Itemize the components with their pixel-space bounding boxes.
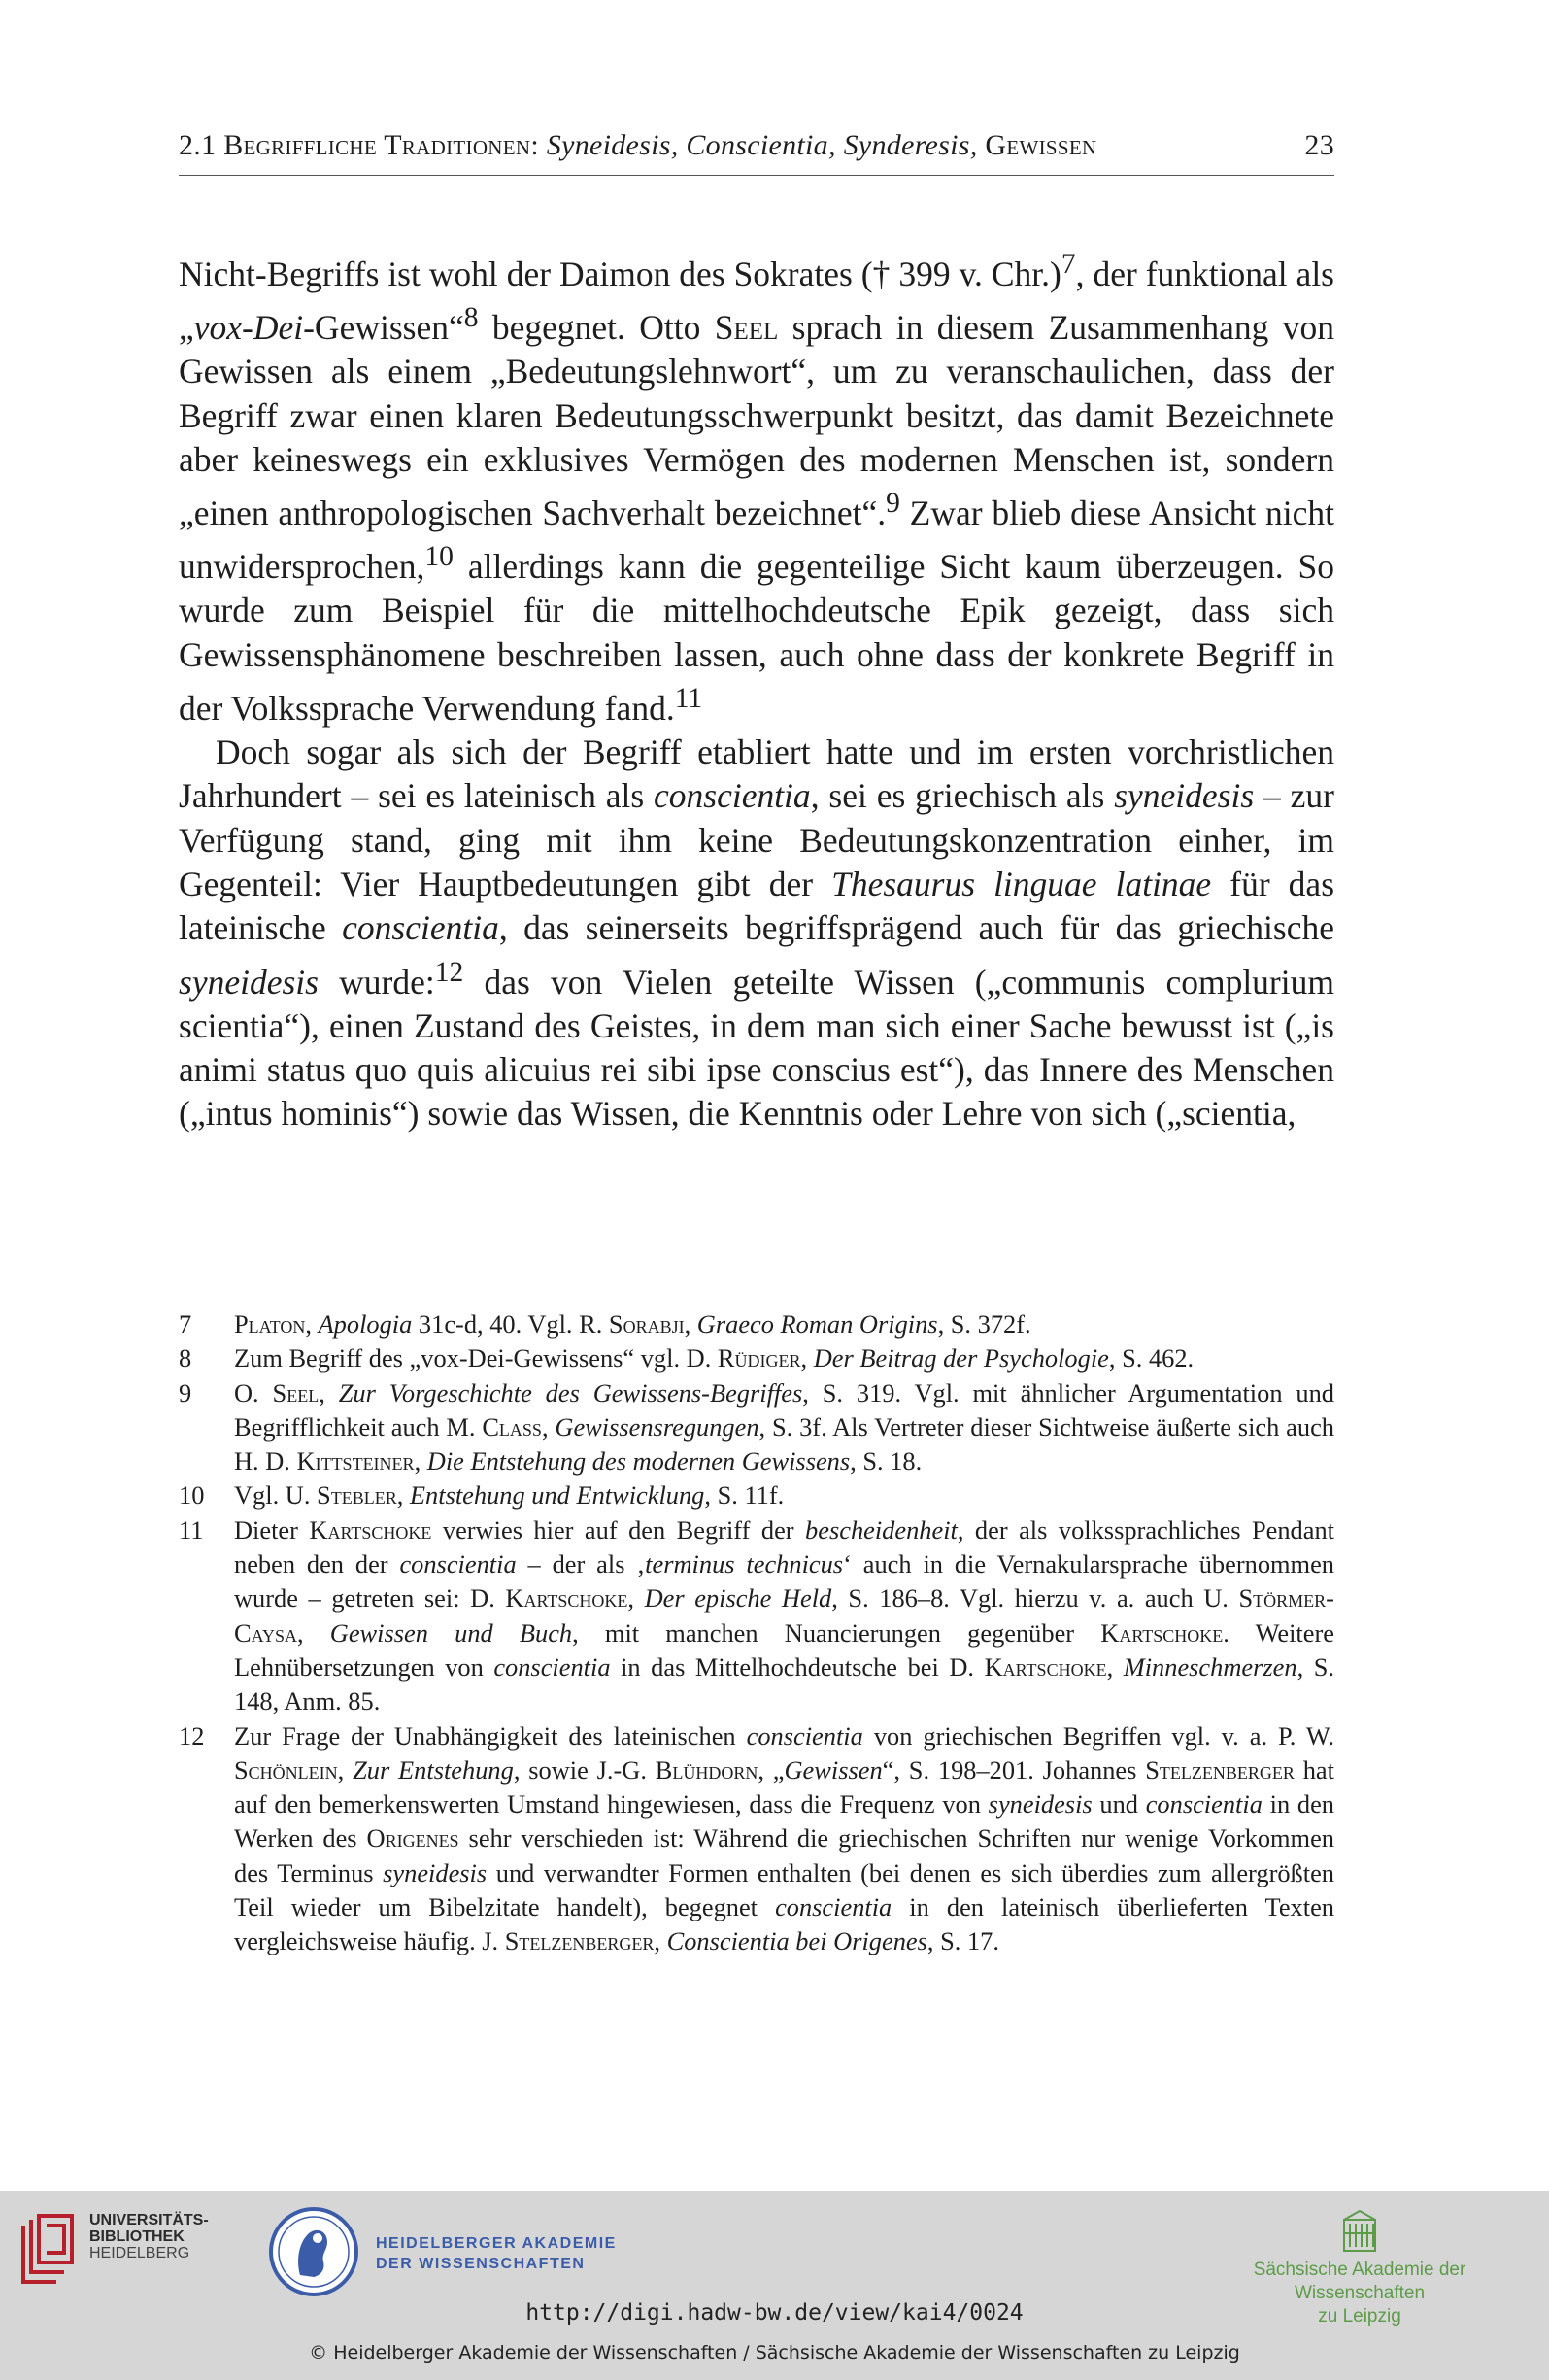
footnote — [179, 1308, 1334, 1342]
text-run: für das lateinische — [179, 865, 1335, 948]
footnote-number: 10 — [179, 1480, 205, 1511]
footnote-ref: 7 — [1061, 249, 1076, 280]
section-label-italic: Syneidesis, Conscientia, Synderesis, — [546, 129, 978, 161]
section-label-tail: Gewissen — [977, 129, 1097, 161]
text-run: Doch sogar als sich der Begriff etabliert hatte und im ersten vorchristlichen Jahrhundert – sei es lateinisch als — [179, 732, 1334, 816]
footnote-number: 7 — [179, 1309, 192, 1339]
ub-heidelberg-logo[interactable] — [17, 2212, 209, 2292]
italic-run: Thesaurus linguae latinae — [831, 865, 1212, 903]
footnotes — [179, 1308, 1334, 1959]
italic-run: syneidesis — [179, 962, 319, 1002]
text-run: das von Vielen geteilte Wissen („communis complurium scientia“), einen Zustand des Geistes, in dem man sich einer Sache bewusst ist („is animi status quo quis alicuius rei sibi ipse conscius est“), das Innere des Menschen („intus hominis“) sowie das Wissen, die Kenntnis oder Lehre von sich („scientia, — [179, 962, 1334, 1134]
footnote-ref: 11 — [674, 682, 703, 714]
footnote-text: Platon, Apologia 31c-d, 40. Vgl. R. Sorabji, Graeco Roman Origins, S. 372f. — [234, 1309, 1031, 1339]
italic-run: conscientia — [654, 776, 811, 816]
section-label: 2.1 Begriffliche Traditionen: — [179, 129, 547, 161]
saw-line: Sächsische Akademie der Wissenschaften — [1253, 2260, 1466, 2303]
text-run: , sei es griechisch als — [810, 776, 1115, 816]
footnote-ref: 12 — [434, 956, 464, 988]
ub-line: UNIVERSITÄTS- — [89, 2212, 209, 2228]
text-run: begegnet. Otto — [478, 307, 715, 347]
page-number: 23 — [1304, 129, 1334, 161]
italic-run: conscientia — [342, 908, 499, 948]
footnote — [179, 1719, 1334, 1959]
footnote-number: 12 — [179, 1720, 205, 1751]
text-run: – zur Verfügung stand, ging mit ihm keine Bedeutungskonzentration einher, im Gegenteil: Vier Hauptbedeutungen gibt der — [179, 776, 1334, 903]
text-run: allerdings kann die gegenteilige Sicht kaum überzeugen. So wurde zum Beispiel für die mittelhochdeutsche Epik gezeigt, dass sich Gewissensphänomene beschreiben lassen, auch ohne dass der konkrete Begriff in der Volkssprache Verwendung fand. — [179, 547, 1334, 728]
hadw-line: HEIDELBERGER AKADEMIE — [376, 2235, 617, 2252]
italic-run: vox-Dei — [193, 307, 304, 347]
text-run: sprach in diesem Zusammenhang von Gewissen als einem „Bedeutungslehnwort“, um zu veranschaulichen, dass der Begriff zwar einen klaren Bedeutungsschwerpunkt besitzt, das damit Bezeichnete aber keineswegs ein exklusives Vermögen des modernen Menschen ist, sondern „einen anthropologischen Sachverhalt bezeichnet“. — [179, 307, 1334, 532]
hadw-logo[interactable] — [267, 2205, 617, 2302]
text-run: , das seinerseits begriffsprägend auch für das griechische — [498, 908, 1334, 948]
saw-building-icon — [1340, 2240, 1379, 2259]
text-run: Zwar blieb diese Ansicht nicht unwidersprochen, — [179, 493, 1334, 587]
permalink-url[interactable]: http://digi.hadw-bw.de/view/kai4/0024 — [525, 2300, 1024, 2326]
paragraph — [179, 731, 1334, 1137]
footnote-ref: 8 — [463, 302, 479, 334]
footnote-text: Zum Begriff des „vox-Dei-Gewissens“ vgl. D. Rüdiger, Der Beitrag der Psychologie, S. 462. — [234, 1343, 1195, 1374]
hadw-line: DER WISSENSCHAFTEN — [376, 2256, 586, 2272]
hadw-seal-icon — [267, 2205, 360, 2302]
hadw-logo-text — [376, 2233, 617, 2274]
text-run: -Gewissen“ — [303, 307, 464, 347]
footnote-text: O. Seel, Zur Vorgeschichte des Gewissens-Begriffes, S. 319. Vgl. mit ähnlicher Argumentation und Begrifflichkeit auch M. Class, Gewissensregungen, S. 3f. Als Vertreter dieser Sichtweise äußerte sich auch H. D. Kittsteiner, Die Entstehung des modernen Gewissens, S. 18. — [234, 1377, 1334, 1477]
header-rule — [179, 175, 1334, 176]
ub-line: HEIDELBERG — [89, 2245, 190, 2261]
footnote-number: 11 — [179, 1514, 204, 1545]
footnote-ref: 9 — [886, 488, 900, 520]
ub-heidelberg-logo-icon — [17, 2212, 78, 2292]
ub-logo-text — [89, 2212, 209, 2261]
text-run: wurde: — [318, 962, 435, 1002]
ub-line: BIBLIOTHEK — [89, 2228, 185, 2245]
footnote-number: 8 — [179, 1343, 192, 1374]
copyright-notice: © Heidelberger Akademie der Wissenschaften / Sächsische Akademie der Wissenschaften zu Leipzig — [309, 2342, 1240, 2363]
footnote-ref: 10 — [424, 541, 454, 573]
footnote-text: Dieter Kartschoke verwies hier auf den Begriff der bescheidenheit, der als volkssprachliches Pendant neben den der conscientia – der als ‚terminus technicus‘ auch in die Vernakularsprache übernommen wurde – getreten sei: D. Kartschoke, Der epische Held, S. 186–8. Vgl. hierzu v. a. auch U. Störmer-Caysa, Gewissen und Buch, mit manchen Nuancierungen gegenüber Kartschoke. Weitere Lehnübersetzungen von conscientia in das Mittelhochdeutsche bei D. Kartschoke, Minneschmerzen, S. 148, Anm. 85. — [234, 1514, 1334, 1717]
paragraph — [179, 243, 1334, 731]
italic-run: syneidesis — [1114, 776, 1255, 816]
footnote — [179, 1513, 1334, 1719]
body-text — [179, 243, 1334, 1137]
text-run: Nicht-Begriffs ist wohl der Daimon des Sokrates († 399 v. Chr.) — [179, 254, 1061, 293]
footnote — [179, 1377, 1334, 1479]
footnote — [179, 1342, 1334, 1376]
footnote-number: 9 — [179, 1377, 192, 1408]
footnote — [179, 1479, 1334, 1513]
text-run: , der funktional als „ — [179, 254, 1334, 347]
footnote-text: Vgl. U. Stebler, Entstehung und Entwicklung, S. 11f. — [234, 1480, 785, 1511]
footnote-text: Zur Frage der Unabhängigkeit des lateinischen conscientia von griechischen Begriffen vgl. v. a. P. W. Schönlein, Zur Entstehung, sowie J.-G. Blühdorn, „Gewissen“, S. 198–201. Johannes Stelzenberger hat auf den bemerkenswerten Umstand hingewiesen, dass die Frequenz von syneidesis und conscientia in den Werken des Origenes sehr verschieden ist: Während die griechischen Schriften nur wenige Vorkommen des Terminus syneidesis und verwandter Formen enthalten (bei denen es sich überdies zum allergrößten Teil wieder um Bibelzitate handelt), begegnet conscientia in den lateinisch überlieferten Texten vergleichsweise häufig. J. Stelzenberger, Conscientia bei Origenes, S. 17. — [234, 1720, 1335, 1956]
author-name: Seel — [714, 307, 779, 347]
footer-band — [0, 2191, 1549, 2380]
saw-line: zu Leipzig — [1318, 2306, 1401, 2327]
running-header — [179, 129, 1334, 162]
